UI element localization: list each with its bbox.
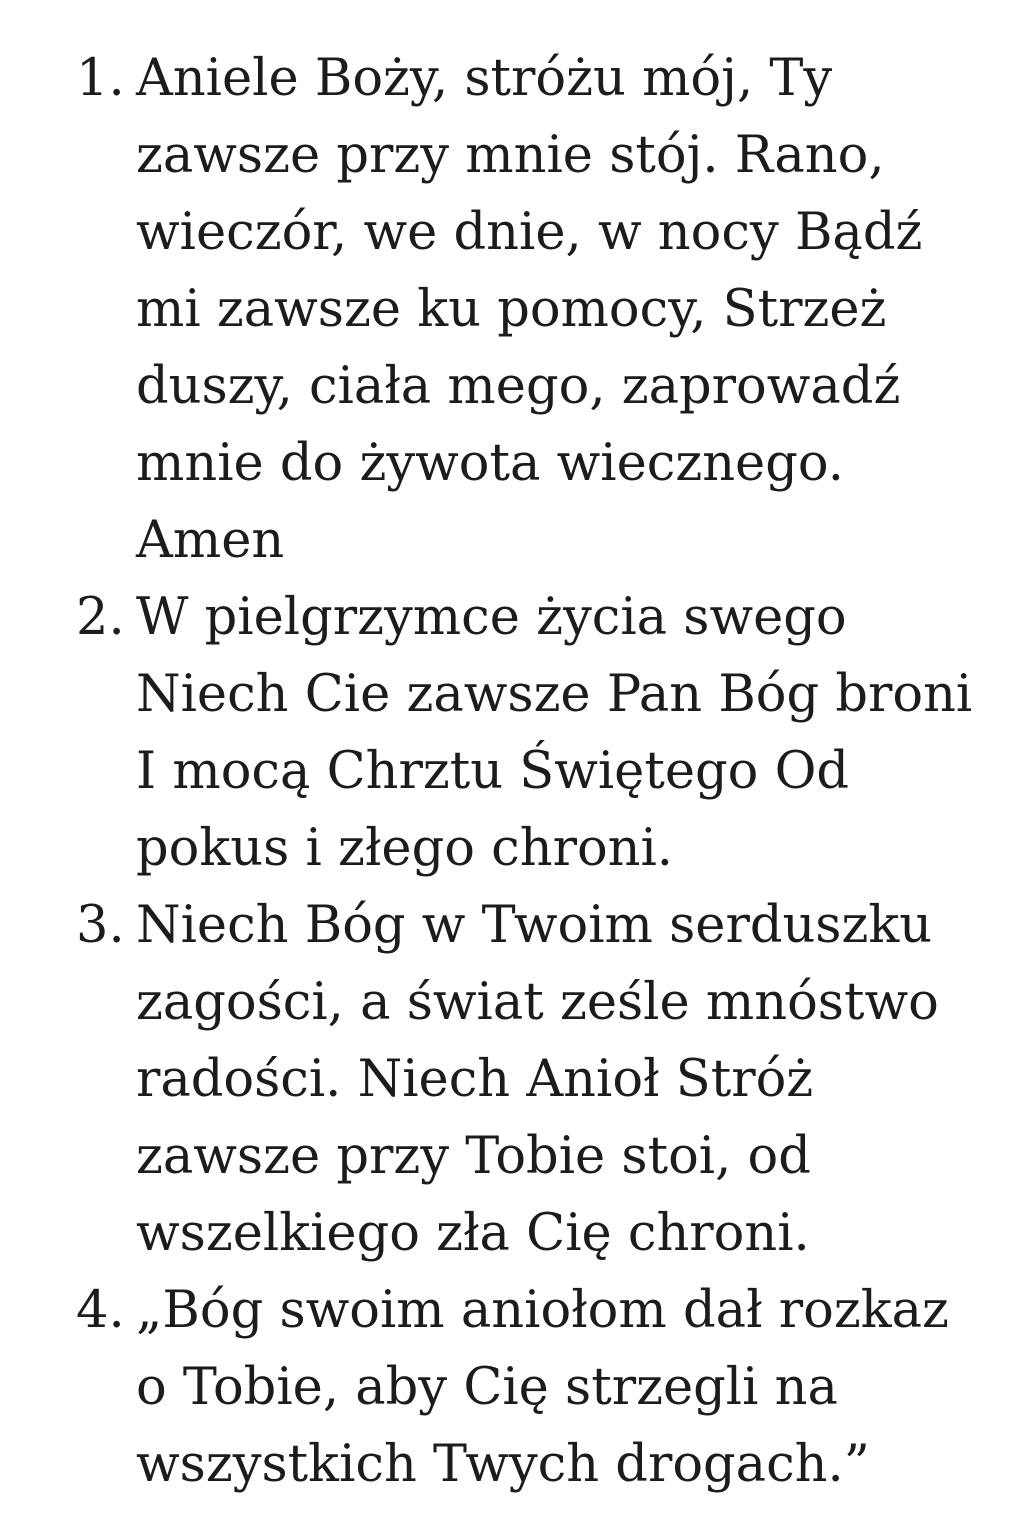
- list-item-number: 4.: [76, 1281, 125, 1340]
- list-item: [0, 887, 1024, 1272]
- list-item-number: 3.: [76, 896, 125, 955]
- list-item-text: Niech Bóg w Twoim serduszku zagości, a świat ześle mnóstwo radości. Niech Anioł Stróż zawsze przy Tobie stoi, od wszelkiego zła Cię chroni.: [136, 896, 939, 1263]
- list-item-number: 1.: [76, 49, 125, 108]
- list-item-text: Aniele Boży, stróżu mój, Ty zawsze przy mnie stój. Rano, wieczór, we dnie, w nocy Bądź mi zawsze ku pomocy, Strzeż duszy, ciała mego, zaprowadź mnie do żywota wiecznego. Amen: [136, 49, 923, 570]
- list-item-text: W pielgrzymce życia swego Niech Cie zawsze Pan Bóg broni I mocą Chrztu Świętego Od pokus i złego chroni.: [136, 588, 973, 878]
- list-item: [0, 40, 1024, 579]
- list-item: [0, 1272, 1024, 1503]
- list-item: [0, 579, 1024, 887]
- prayer-list-container: [0, 40, 1024, 1503]
- list-item-number: 2.: [76, 588, 125, 647]
- prayer-list: [0, 40, 1024, 1503]
- list-item-text: „Bóg swoim aniołom dał rozkaz o Tobie, aby Cię strzegli na wszystkich Twych drogach.”: [136, 1281, 949, 1494]
